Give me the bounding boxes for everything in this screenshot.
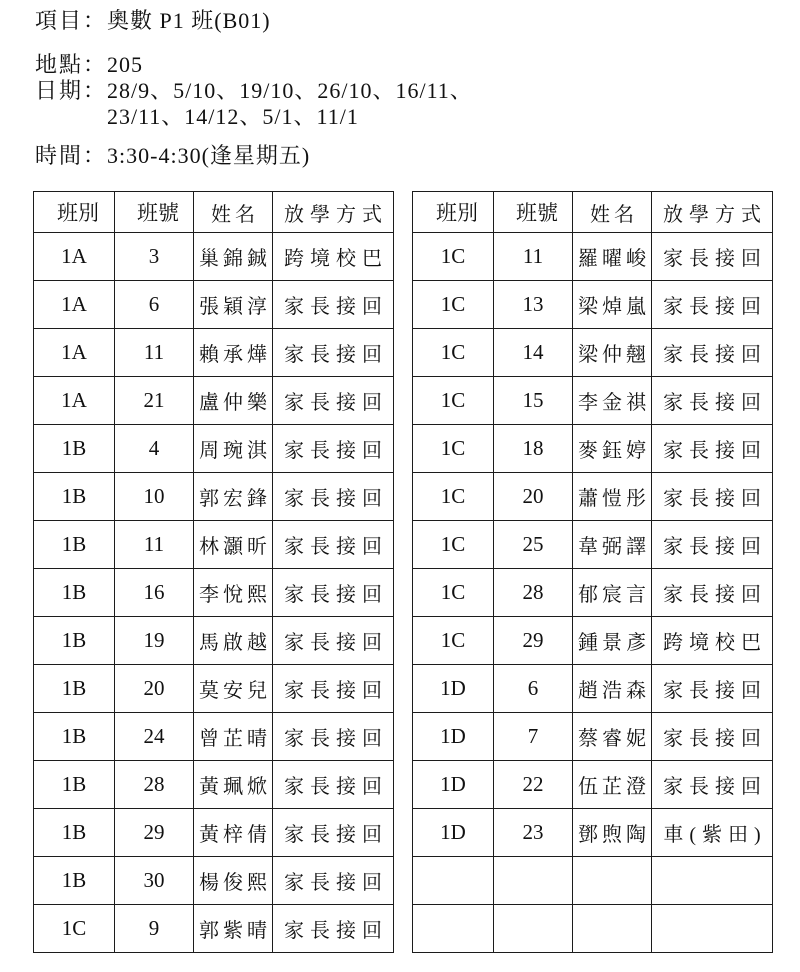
table-cell: 20 (494, 473, 573, 521)
table-cell: 家長接回 (273, 617, 394, 665)
table-cell: 趙浩森 (573, 665, 652, 713)
column-header: 班別 (413, 192, 494, 233)
table-row (34, 905, 394, 953)
table-cell: 11 (115, 521, 194, 569)
table-cell: 車(紫田) (652, 809, 773, 857)
column-header: 班號 (115, 192, 194, 233)
table-cell: 家長接回 (273, 905, 394, 953)
table-cell: 家長接回 (273, 713, 394, 761)
table-row (413, 905, 773, 953)
table-row (34, 569, 394, 617)
table-cell: 1A (34, 329, 115, 377)
table-row (34, 713, 394, 761)
table-row (413, 617, 773, 665)
table-row (413, 713, 773, 761)
table-cell: 6 (494, 665, 573, 713)
table-cell: 28 (115, 761, 194, 809)
table-cell: 家長接回 (273, 377, 394, 425)
table-cell: 盧仲樂 (194, 377, 273, 425)
info-line-item (35, 8, 800, 34)
table-cell (494, 857, 573, 905)
table-cell: 1D (413, 761, 494, 809)
table-cell: 25 (494, 521, 573, 569)
table-row (413, 761, 773, 809)
table-cell: 28 (494, 569, 573, 617)
column-header: 班別 (34, 192, 115, 233)
table-cell (413, 857, 494, 905)
table-cell: 家長接回 (652, 233, 773, 281)
table-cell: 4 (115, 425, 194, 473)
table-cell: 29 (494, 617, 573, 665)
table-cell: 1B (34, 425, 115, 473)
table-cell: 1C (413, 617, 494, 665)
table-row (34, 521, 394, 569)
table-cell: 黃梓倩 (194, 809, 273, 857)
table-cell: 賴承燁 (194, 329, 273, 377)
table-cell: 1B (34, 665, 115, 713)
table-cell: 蕭愷彤 (573, 473, 652, 521)
table-row (34, 377, 394, 425)
table-row (413, 857, 773, 905)
table-row (34, 617, 394, 665)
roster-table-right (412, 191, 773, 953)
table-cell: 1C (413, 233, 494, 281)
table-cell: 黃珮焮 (194, 761, 273, 809)
table-cell: 巢錦鋮 (194, 233, 273, 281)
roster-tables (33, 191, 800, 953)
table-cell: 曾芷晴 (194, 713, 273, 761)
table-cell: 伍芷澄 (573, 761, 652, 809)
table-cell: 家長接回 (273, 425, 394, 473)
table-cell: 馬啟越 (194, 617, 273, 665)
table-cell: 14 (494, 329, 573, 377)
table-cell: 1B (34, 809, 115, 857)
table-cell: 1C (413, 425, 494, 473)
table-row (34, 665, 394, 713)
table-cell: 13 (494, 281, 573, 329)
item-value: 奧數 P1 班(B01) (107, 8, 271, 33)
table-cell: 23 (494, 809, 573, 857)
table-cell: 家長接回 (652, 377, 773, 425)
table-cell: 1B (34, 473, 115, 521)
table-cell (494, 905, 573, 953)
table-cell: 19 (115, 617, 194, 665)
table-cell: 家長接回 (652, 521, 773, 569)
date-label: 日期： (35, 78, 108, 103)
table-row (413, 233, 773, 281)
table-cell: 李金祺 (573, 377, 652, 425)
table-cell: 29 (115, 809, 194, 857)
table-cell: 梁仲翹 (573, 329, 652, 377)
table-cell: 周琬淇 (194, 425, 273, 473)
table-cell: 1B (34, 521, 115, 569)
date-line-1: 28/9、5/10、19/10、26/10、16/11、 (107, 78, 473, 103)
table-cell: 家長接回 (652, 713, 773, 761)
column-header: 放學方式 (652, 192, 773, 233)
date-line-2: 23/11、14/12、5/1、11/1 (107, 104, 359, 129)
table-cell: 1A (34, 377, 115, 425)
column-header: 姓名 (194, 192, 273, 233)
header-row (413, 192, 773, 233)
table-cell: 家長接回 (273, 761, 394, 809)
date-value (107, 78, 473, 130)
table-row (34, 281, 394, 329)
table-cell: 郁宸言 (573, 569, 652, 617)
table-cell: 家長接回 (273, 521, 394, 569)
table-cell: 韋弼譯 (573, 521, 652, 569)
table-cell: 1C (413, 521, 494, 569)
table-cell: 家長接回 (273, 857, 394, 905)
table-row (34, 473, 394, 521)
table-cell (652, 905, 773, 953)
table-row (413, 281, 773, 329)
table-cell: 家長接回 (652, 473, 773, 521)
table-cell: 家長接回 (273, 473, 394, 521)
table-cell: 楊俊熙 (194, 857, 273, 905)
table-cell: 18 (494, 425, 573, 473)
table-cell: 1B (34, 761, 115, 809)
header-info-block (0, 0, 800, 169)
table-row (34, 233, 394, 281)
info-line-venue (35, 52, 800, 78)
table-cell: 家長接回 (273, 569, 394, 617)
column-header: 放學方式 (273, 192, 394, 233)
table-cell: 15 (494, 377, 573, 425)
header-row (34, 192, 394, 233)
table-cell: 鍾景彥 (573, 617, 652, 665)
table-row (34, 425, 394, 473)
column-header: 姓名 (573, 192, 652, 233)
table-cell: 家長接回 (652, 665, 773, 713)
table-cell: 家長接回 (652, 425, 773, 473)
table-cell: 1C (413, 473, 494, 521)
table-cell: 郭宏鋒 (194, 473, 273, 521)
table-cell: 跨境校巴 (652, 617, 773, 665)
time-label: 時間： (35, 143, 108, 168)
table-row (413, 425, 773, 473)
column-header: 班號 (494, 192, 573, 233)
venue-value: 205 (107, 52, 144, 77)
roster-table-left (33, 191, 394, 953)
table-cell: 1C (413, 281, 494, 329)
table-cell (573, 905, 652, 953)
table-cell: 家長接回 (273, 281, 394, 329)
table-cell: 家長接回 (652, 281, 773, 329)
table-cell: 跨境校巴 (273, 233, 394, 281)
table-cell: 1D (413, 665, 494, 713)
table-cell: 6 (115, 281, 194, 329)
table-cell: 家長接回 (273, 329, 394, 377)
table-cell: 鄧煦陶 (573, 809, 652, 857)
table-row (34, 809, 394, 857)
table-cell: 10 (115, 473, 194, 521)
table-cell: 1B (34, 617, 115, 665)
table-cell: 11 (115, 329, 194, 377)
table-cell: 7 (494, 713, 573, 761)
table-cell: 郭紫晴 (194, 905, 273, 953)
table-cell: 家長接回 (273, 809, 394, 857)
table-cell: 1B (34, 569, 115, 617)
item-label: 項目： (35, 8, 108, 33)
table-cell: 22 (494, 761, 573, 809)
table-cell: 麥鈺婷 (573, 425, 652, 473)
table-cell: 1C (413, 569, 494, 617)
table-cell: 21 (115, 377, 194, 425)
table-cell (573, 857, 652, 905)
table-cell: 24 (115, 713, 194, 761)
table-cell: 1B (34, 713, 115, 761)
table-cell: 家長接回 (652, 329, 773, 377)
table-cell: 1A (34, 233, 115, 281)
table-cell: 1C (413, 329, 494, 377)
table-row (413, 809, 773, 857)
table-cell: 9 (115, 905, 194, 953)
table-cell: 16 (115, 569, 194, 617)
table-cell: 家長接回 (652, 761, 773, 809)
table-cell: 1D (413, 809, 494, 857)
time-value: 3:30-4:30(逢星期五) (107, 143, 311, 168)
table-row (34, 761, 394, 809)
table-cell: 梁焯嵐 (573, 281, 652, 329)
table-row (34, 857, 394, 905)
table-row (413, 521, 773, 569)
table-cell: 家長接回 (273, 665, 394, 713)
table-cell: 蔡睿妮 (573, 713, 652, 761)
table-cell: 張穎淳 (194, 281, 273, 329)
table-cell: 1C (413, 377, 494, 425)
info-line-date (35, 78, 800, 130)
table-cell: 1B (34, 857, 115, 905)
table-cell: 羅曜峻 (573, 233, 652, 281)
table-cell: 20 (115, 665, 194, 713)
table-cell: 11 (494, 233, 573, 281)
table-cell (413, 905, 494, 953)
table-cell (652, 857, 773, 905)
table-row (413, 473, 773, 521)
table-cell: 30 (115, 857, 194, 905)
table-cell: 林灝昕 (194, 521, 273, 569)
info-line-time (35, 143, 800, 169)
table-cell: 3 (115, 233, 194, 281)
table-row (34, 329, 394, 377)
table-cell: 李悅熙 (194, 569, 273, 617)
table-row (413, 665, 773, 713)
table-cell: 1D (413, 713, 494, 761)
table-row (413, 329, 773, 377)
table-row (413, 569, 773, 617)
table-cell: 莫安兒 (194, 665, 273, 713)
venue-label: 地點： (35, 52, 108, 77)
table-cell: 1A (34, 281, 115, 329)
table-cell: 家長接回 (652, 569, 773, 617)
table-cell: 1C (34, 905, 115, 953)
table-row (413, 377, 773, 425)
